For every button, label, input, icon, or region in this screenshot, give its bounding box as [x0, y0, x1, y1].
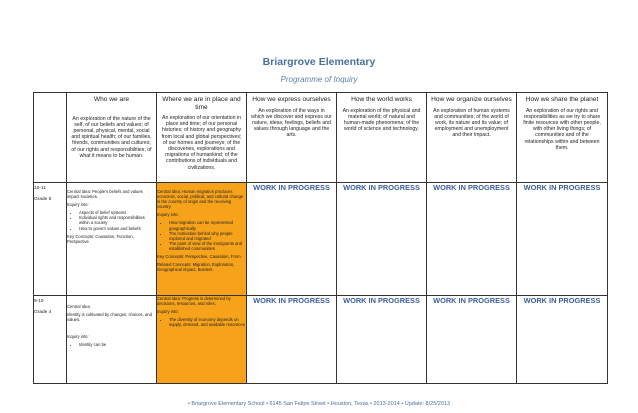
- corner-cell: [34, 93, 67, 183]
- grade-5-row: [34, 183, 608, 296]
- theme-title: Who we are: [93, 96, 130, 103]
- theme-how-the-world-works: [337, 93, 427, 183]
- status-cell: WORK IN PROGRESS: [427, 183, 517, 296]
- list-item: • Identity can be: [79, 342, 156, 347]
- list-item: • Aspects of belief systems: [79, 210, 156, 215]
- status-cell: WORK IN PROGRESS: [337, 183, 427, 296]
- status-cell: WORK IN PROGRESS: [427, 296, 517, 384]
- theme-how-we-share: [517, 93, 608, 183]
- list-item: • The diversity of economy depends on supply, demand, and available resources: [169, 317, 246, 327]
- inquiry-label: Inquiry into:: [157, 212, 179, 218]
- age-range: 10-11: [34, 186, 46, 191]
- who-we-are-unit: [67, 296, 157, 384]
- status-cell: WORK IN PROGRESS: [247, 183, 337, 296]
- theme-description: An exploration of the ways in which we discover and express our nature, ideas, feelings, beliefs and values through language and the arts.: [251, 107, 332, 139]
- list-item: • How to govern values and beliefs: [79, 226, 156, 231]
- theme-title: How we organize ourselves: [431, 96, 512, 103]
- theme-where-we-are: [157, 93, 247, 183]
- grade-4-row: [34, 296, 608, 384]
- list-item: • How migration can be represented geographically: [169, 220, 246, 230]
- inquiry-list: [157, 220, 246, 251]
- central-idea-text: Identity is cultivated by changes, choices, and values.: [67, 312, 152, 323]
- theme-how-we-organize: [427, 93, 517, 183]
- central-idea: Central Idea: Progress is determined by decisions, resources, and roles.: [157, 296, 231, 307]
- programme-of-inquiry-table: [33, 92, 608, 384]
- theme-header-row: [34, 93, 608, 183]
- status-cell: WORK IN PROGRESS: [517, 296, 608, 384]
- theme-description: An exploration of our rights and responsibilities as we try to share finite resources with other people, with other living things; of communities and of the relationships within and between them.: [523, 107, 601, 151]
- who-we-are-unit: [67, 183, 157, 296]
- theme-description: An exploration of our orientation in place and time; of our personal histories; of history and geography from local and global perspectives; of our homes and journeys; of the discoveries, explorations and migrations of humankind; of the contributions of individuals and civilizations.: [161, 115, 242, 171]
- grade-cell: [34, 183, 67, 296]
- page-subtitle: Programme of Inquiry: [280, 75, 358, 84]
- page-footer: • Briargrove Elementary School • 6145 San Felipe Street • Houston, Texas • 2013-2014 • Update: 8/25/2013: [187, 401, 451, 407]
- theme-title: Where we are in place and time: [162, 96, 241, 111]
- theme-description: An exploration of the nature of the self, of our beliefs and values; of personal, physical, mental, social and spiritual health; of our families, friends, communities and cultures; of our rights and responsibilities; of what it means to be human.: [71, 115, 152, 159]
- related-concepts: Related Concepts: Migration, Exploration, Geographical impact, Borders: [157, 262, 235, 273]
- theme-title: How we express ourselves: [252, 96, 331, 103]
- inquiry-list: [67, 210, 156, 230]
- page-title: Briargrove Elementary: [262, 56, 376, 68]
- central-idea: Central Idea: Human migration produces economic, social, political, and cultural change in the country of origin and the receiving country.: [157, 189, 244, 210]
- where-we-are-unit: [157, 296, 247, 384]
- inquiry-list: [157, 317, 246, 327]
- key-concepts: Key Concepts: Causation, Function, Perspective: [67, 233, 134, 244]
- key-concepts: Key Concepts: Perspective, Causation, Form: [157, 254, 241, 260]
- theme-title: How we share the planet: [525, 96, 599, 103]
- inquiry-label: Inquiry into:: [67, 202, 89, 208]
- status-cell: WORK IN PROGRESS: [517, 183, 608, 296]
- list-item: • The point of view of the immigrants and established communities: [169, 241, 246, 251]
- grade-level: Grade 4: [34, 310, 52, 315]
- status-cell: WORK IN PROGRESS: [337, 296, 427, 384]
- status-cell: WORK IN PROGRESS: [247, 296, 337, 384]
- inquiry-list: [67, 342, 156, 347]
- theme-title: How the world works: [351, 96, 412, 103]
- theme-how-we-express: [247, 93, 337, 183]
- central-idea-label: Central Idea: [67, 304, 90, 309]
- where-we-are-unit: [157, 183, 247, 296]
- age-range: 9-10: [34, 299, 44, 304]
- grade-cell: [34, 296, 67, 384]
- list-item: • Individual rights and responsibilities within a society: [79, 215, 156, 225]
- inquiry-label: Inquiry into:: [157, 309, 179, 315]
- theme-description: An exploration of the physical and material world; of natural and human-made phenomena; of the world of science and technology.: [342, 107, 421, 133]
- inquiry-label: Inquiry into:: [67, 334, 89, 340]
- theme-who-we-are: [67, 93, 157, 183]
- grade-level: Grade 5: [34, 197, 52, 202]
- central-idea: Central Idea: People's beliefs and values impact societies.: [67, 189, 143, 200]
- theme-description: An exploration of human systems and communities; of the world of work, its nature and its value; of employment and unemployment and their impact.: [433, 107, 510, 139]
- list-item: • The motivation behind why people explored and migrated: [169, 231, 246, 241]
